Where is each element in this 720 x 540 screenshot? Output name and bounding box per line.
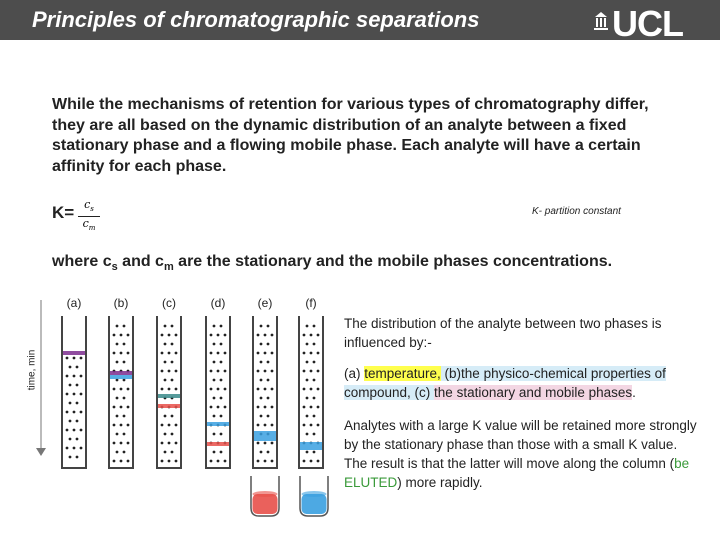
packing-particle <box>123 451 126 454</box>
packing-particle <box>164 361 167 364</box>
packing-particle <box>224 370 227 373</box>
packing-particle <box>310 460 313 463</box>
packing-particle <box>306 415 309 418</box>
packing-particle <box>220 343 223 346</box>
packing-particle <box>217 370 220 373</box>
packing-particle <box>267 343 270 346</box>
packing-particle <box>116 361 119 364</box>
packing-particle <box>69 456 72 459</box>
ucl-logo <box>594 3 704 44</box>
packing-particle <box>164 379 167 382</box>
packing-particle <box>113 352 116 355</box>
packing-particle <box>303 370 306 373</box>
column-label-b: (b) <box>113 296 129 310</box>
packing-particle <box>123 361 126 364</box>
packing-particle <box>257 424 260 427</box>
column-a <box>62 316 86 468</box>
packing-particle <box>213 379 216 382</box>
column-label-e: (e) <box>257 296 273 310</box>
packing-particle <box>313 343 316 346</box>
packing-particle <box>313 379 316 382</box>
packing-particle <box>306 361 309 364</box>
column-label-c: (c) <box>162 296 176 310</box>
packing-particle <box>120 352 123 355</box>
formula-numerator: $c_s$ <box>78 198 100 217</box>
packing-particle <box>123 415 126 418</box>
packing-particle <box>123 379 126 382</box>
packing-particle <box>271 388 274 391</box>
analyte-band <box>110 371 132 375</box>
packing-particle <box>116 379 119 382</box>
packing-particle <box>80 357 83 360</box>
packing-particle <box>66 357 69 360</box>
packing-particle <box>168 334 171 337</box>
packing-particle <box>257 460 260 463</box>
packing-particle <box>127 388 130 391</box>
packing-particle <box>313 433 316 436</box>
packing-particle <box>213 325 216 328</box>
eluted-term: be ELUTED <box>344 456 690 490</box>
packing-particle <box>224 460 227 463</box>
packing-particle <box>116 325 119 328</box>
packing-particle <box>264 406 267 409</box>
packing-particle <box>161 388 164 391</box>
packing-particle <box>264 442 267 445</box>
packing-particle <box>164 415 167 418</box>
packing-particle <box>313 451 316 454</box>
packing-particle <box>123 325 126 328</box>
packing-particle <box>303 406 306 409</box>
formula-fraction <box>78 198 100 235</box>
packing-particle <box>260 343 263 346</box>
packing-particle <box>168 352 171 355</box>
packing-particle <box>306 379 309 382</box>
packing-particle <box>264 370 267 373</box>
packing-particle <box>113 406 116 409</box>
packing-particle <box>69 420 72 423</box>
packing-particle <box>317 352 320 355</box>
logo-text: UCL <box>612 3 683 44</box>
packing-particle <box>73 447 76 450</box>
packing-particle <box>127 460 130 463</box>
packing-particle <box>171 415 174 418</box>
packing-particle <box>213 361 216 364</box>
packing-particle <box>267 397 270 400</box>
analyte-band <box>300 442 322 450</box>
packing-particle <box>264 388 267 391</box>
packing-particle <box>217 352 220 355</box>
packing-particle <box>217 388 220 391</box>
k-value-paragraph: Analytes with a large K value will be retained more strongly by the stationary phase than those with a small K value. The result is that the latter will move along the column (be ELUTED) more rapidly. <box>344 418 697 490</box>
packing-particle <box>224 406 227 409</box>
packing-particle <box>76 438 79 441</box>
packing-particle <box>303 334 306 337</box>
packing-particle <box>80 447 83 450</box>
packing-particle <box>80 411 83 414</box>
packing-particle <box>168 442 171 445</box>
eluate-surface-red <box>253 491 278 497</box>
packing-particle <box>164 343 167 346</box>
analyte-band <box>158 394 180 398</box>
packing-particle <box>164 325 167 328</box>
column-label-a: (a) <box>66 296 82 310</box>
packing-particle <box>313 397 316 400</box>
packing-particle <box>210 406 213 409</box>
temperature-highlight: temperature, <box>364 366 441 381</box>
packing-particle <box>310 406 313 409</box>
packing-particle <box>175 460 178 463</box>
packing-particle <box>123 343 126 346</box>
packing-particle <box>264 460 267 463</box>
packing-particle <box>267 379 270 382</box>
packing-particle <box>120 442 123 445</box>
packing-particle <box>257 388 260 391</box>
packing-particle <box>317 460 320 463</box>
packing-particle <box>313 361 316 364</box>
packing-particle <box>257 442 260 445</box>
packing-particle <box>113 334 116 337</box>
packing-particle <box>220 433 223 436</box>
packing-particle <box>76 384 79 387</box>
packing-particle <box>210 460 213 463</box>
column-label-d: (d) <box>210 296 226 310</box>
packing-particle <box>171 451 174 454</box>
packing-particle <box>210 388 213 391</box>
packing-particle <box>161 370 164 373</box>
packing-particle <box>175 424 178 427</box>
column-e <box>253 316 277 468</box>
column-c <box>157 316 181 468</box>
packing-particle <box>120 460 123 463</box>
packing-particle <box>66 375 69 378</box>
packing-particle <box>317 370 320 373</box>
packing-particle <box>168 460 171 463</box>
packing-particle <box>306 343 309 346</box>
packing-particle <box>175 388 178 391</box>
packing-particle <box>271 334 274 337</box>
packing-particle <box>164 433 167 436</box>
packing-particle <box>267 325 270 328</box>
packing-particle <box>161 460 164 463</box>
packing-particle <box>260 325 263 328</box>
packing-particle <box>267 361 270 364</box>
packing-particle <box>210 352 213 355</box>
partition-constant-note: K- partition constant <box>532 206 621 217</box>
packing-particle <box>306 451 309 454</box>
packing-particle <box>306 397 309 400</box>
compound-properties-highlight: (b)the physico-chemical properties of compound, (c) <box>344 366 666 400</box>
packing-particle <box>217 460 220 463</box>
phases-highlight: the stationary and mobile phases <box>434 385 633 400</box>
chromatography-figure <box>44 296 344 520</box>
packing-particle <box>310 388 313 391</box>
packing-particle <box>213 451 216 454</box>
packing-particle <box>220 379 223 382</box>
analyte-band <box>158 404 180 408</box>
packing-particle <box>127 406 130 409</box>
packing-particle <box>113 460 116 463</box>
packing-particle <box>317 334 320 337</box>
packing-particle <box>257 334 260 337</box>
packing-particle <box>213 397 216 400</box>
packing-particle <box>257 406 260 409</box>
packing-particle <box>306 325 309 328</box>
packing-particle <box>127 424 130 427</box>
packing-particle <box>76 402 79 405</box>
where-sentence: where $c_s$ and $c_m$ are the stationary and the mobile phases concentrations. <box>52 253 613 274</box>
analyte-band <box>254 431 276 441</box>
packing-particle <box>73 411 76 414</box>
packing-particle <box>313 325 316 328</box>
packing-particle <box>260 361 263 364</box>
packing-particle <box>271 352 274 355</box>
packing-particle <box>260 415 263 418</box>
packing-particle <box>120 406 123 409</box>
packing-particle <box>66 429 69 432</box>
packing-particle <box>310 370 313 373</box>
packing-particle <box>224 388 227 391</box>
packing-particle <box>116 433 119 436</box>
packing-particle <box>220 451 223 454</box>
packing-particle <box>313 415 316 418</box>
packing-particle <box>213 343 216 346</box>
packing-particle <box>73 393 76 396</box>
packing-particle <box>303 388 306 391</box>
packing-particle <box>271 424 274 427</box>
packing-particle <box>317 424 320 427</box>
eluate-surface-blue <box>302 491 327 497</box>
packing-particle <box>66 393 69 396</box>
packing-particle <box>175 334 178 337</box>
packing-particle <box>116 397 119 400</box>
packing-particle <box>123 397 126 400</box>
packing-particle <box>175 442 178 445</box>
header-bar <box>0 0 720 44</box>
packing-particle <box>210 334 213 337</box>
packing-particle <box>69 402 72 405</box>
packing-particle <box>168 388 171 391</box>
columns-drawing <box>44 296 344 520</box>
packing-particle <box>220 415 223 418</box>
packing-particle <box>217 334 220 337</box>
packing-particle <box>303 460 306 463</box>
packing-particle <box>120 424 123 427</box>
packing-particle <box>80 375 83 378</box>
packing-particle <box>260 397 263 400</box>
packing-particle <box>76 456 79 459</box>
packing-particle <box>213 415 216 418</box>
analyte-band <box>207 422 229 426</box>
portico-icon <box>594 12 608 34</box>
factors-paragraph: (a) temperature, (b)the physico-chemical properties of compound, (c) the stationary and mobile phases. <box>344 366 666 400</box>
packing-particle <box>220 325 223 328</box>
column-b <box>109 316 133 468</box>
packing-particle <box>306 433 309 436</box>
packing-particle <box>260 451 263 454</box>
packing-particle <box>317 388 320 391</box>
packing-particle <box>171 325 174 328</box>
packing-particle <box>220 397 223 400</box>
packing-particle <box>116 343 119 346</box>
packing-particle <box>69 384 72 387</box>
packing-particle <box>171 379 174 382</box>
packing-particle <box>224 352 227 355</box>
packing-particle <box>113 424 116 427</box>
packing-particle <box>161 424 164 427</box>
packing-particle <box>80 429 83 432</box>
packing-particle <box>127 334 130 337</box>
packing-particle <box>257 370 260 373</box>
packing-particle <box>271 460 274 463</box>
packing-particle <box>73 357 76 360</box>
packing-particle <box>271 442 274 445</box>
packing-particle <box>210 370 213 373</box>
formula-lhs: K= <box>52 203 75 222</box>
packing-particle <box>127 442 130 445</box>
packing-particle <box>113 442 116 445</box>
packing-particle <box>120 334 123 337</box>
packing-particle <box>123 433 126 436</box>
packing-particle <box>73 375 76 378</box>
packing-particle <box>271 370 274 373</box>
distribution-paragraph: The distribution of the analyte between two phases is influenced by:- <box>344 316 662 350</box>
packing-particle <box>127 352 130 355</box>
packing-particle <box>168 370 171 373</box>
packing-particle <box>171 433 174 436</box>
packing-particle <box>267 415 270 418</box>
packing-particle <box>171 343 174 346</box>
packing-particle <box>116 415 119 418</box>
analyte-band <box>207 442 229 446</box>
packing-particle <box>66 411 69 414</box>
packing-particle <box>164 451 167 454</box>
packing-particle <box>257 352 260 355</box>
packing-particle <box>220 361 223 364</box>
packing-particle <box>69 366 72 369</box>
packing-particle <box>310 334 313 337</box>
packing-particle <box>310 424 313 427</box>
packing-particle <box>73 429 76 432</box>
packing-particle <box>69 438 72 441</box>
packing-particle <box>66 447 69 450</box>
intro-paragraph: While the mechanisms of retention for various types of chromatography differ, they are all based on the dynamic distribution of an analyte between a fixed stationary phase and a flowing mobile phase. Each analyte will have a certain affinity for each phase. <box>52 96 649 175</box>
time-axis-label: time, min <box>26 349 38 391</box>
slide-title: Principles of chromatographic separations <box>32 7 480 32</box>
packing-particle <box>161 334 164 337</box>
packing-particle <box>267 451 270 454</box>
packing-particle <box>213 433 216 436</box>
packing-particle <box>303 424 306 427</box>
packing-particle <box>264 334 267 337</box>
packing-particle <box>175 370 178 373</box>
packing-particle <box>310 352 313 355</box>
packing-particle <box>120 388 123 391</box>
packing-particle <box>303 352 306 355</box>
analyte-band <box>110 375 132 379</box>
packing-particle <box>76 420 79 423</box>
packing-particle <box>260 379 263 382</box>
packing-particle <box>175 352 178 355</box>
packing-particle <box>224 334 227 337</box>
packing-particle <box>161 442 164 445</box>
packing-particle <box>80 393 83 396</box>
packing-particle <box>171 361 174 364</box>
formula-denominator: $c_m$ <box>82 217 96 233</box>
packing-particle <box>161 352 164 355</box>
packing-particle <box>116 451 119 454</box>
column-label-f: (f) <box>305 296 317 310</box>
packing-particle <box>271 406 274 409</box>
packing-particle <box>317 406 320 409</box>
packing-particle <box>113 388 116 391</box>
packing-particle <box>76 366 79 369</box>
packing-particle <box>168 424 171 427</box>
packing-particle <box>264 424 267 427</box>
packing-particle <box>264 352 267 355</box>
packing-particle <box>217 406 220 409</box>
analyte-band <box>63 351 85 355</box>
